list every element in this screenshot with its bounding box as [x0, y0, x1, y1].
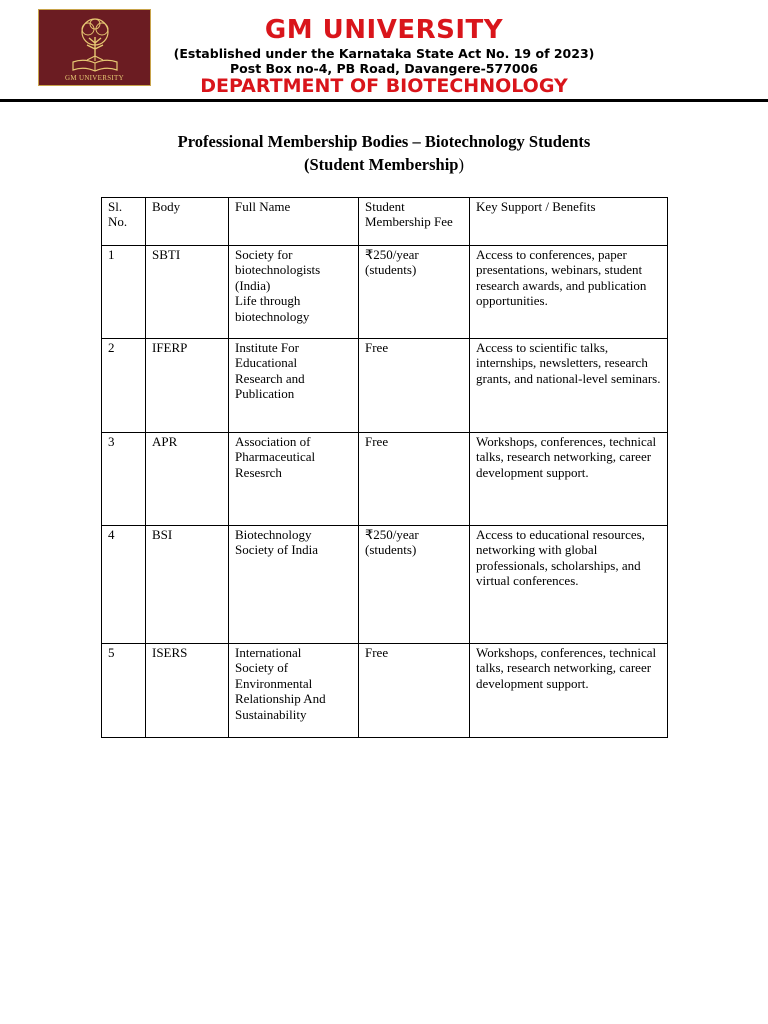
letterhead: [0, 0, 768, 102]
department-name: DEPARTMENT OF BIOTECHNOLOGY: [200, 75, 568, 97]
cell-fee: Free: [359, 339, 470, 433]
cell-fee: Free: [359, 644, 470, 738]
cell-fee: ₹250/year (students): [359, 526, 470, 644]
header-full-name: Full Name: [229, 198, 359, 246]
title-line-2-close: ): [458, 155, 464, 174]
cell-full-name: Society for biotechnologists (India) Life through biotechnology: [229, 246, 359, 339]
university-logo: [38, 9, 151, 86]
title-line-2-text: (Student Membership: [304, 155, 459, 174]
cell-benefits: Workshops, conferences, technical talks, research networking, career development support.: [470, 644, 668, 738]
table-row: [102, 433, 668, 526]
header-fee: Student Membership Fee: [359, 198, 470, 246]
logo-caption: GM UNIVERSITY: [65, 74, 124, 82]
cell-sl: 3: [102, 433, 146, 526]
cell-full-name: Biotechnology Society of India: [229, 526, 359, 644]
membership-table: [101, 197, 668, 738]
cell-body: ISERS: [146, 644, 229, 738]
cell-sl: 2: [102, 339, 146, 433]
cell-sl: 4: [102, 526, 146, 644]
cell-benefits: Access to conferences, paper presentations, webinars, student research awards, and publication opportunities.: [470, 246, 668, 339]
cell-full-name: Institute For Educational Research and Publication: [229, 339, 359, 433]
cell-sl: 1: [102, 246, 146, 339]
cell-benefits: Access to scientific talks, internships, newsletters, research grants, and national-level seminars.: [470, 339, 668, 433]
postal-address: Post Box no-4, PB Road, Davangere-577006: [230, 61, 538, 76]
document-title: [0, 130, 768, 176]
header-sl-no: Sl. No.: [102, 198, 146, 246]
cell-fee: ₹250/year (students): [359, 246, 470, 339]
cell-full-name: International Society of Environmental Relationship And Sustainability: [229, 644, 359, 738]
cell-sl: 5: [102, 644, 146, 738]
table-row: [102, 246, 668, 339]
table-row: [102, 526, 668, 644]
establishment-note: (Established under the Karnataka State Act No. 19 of 2023): [173, 46, 595, 61]
cell-body: SBTI: [146, 246, 229, 339]
cell-body: APR: [146, 433, 229, 526]
cell-full-name: Association of Pharmaceutical Resesrch: [229, 433, 359, 526]
table-row: [102, 339, 668, 433]
cell-benefits: Access to educational resources, networking with global professionals, scholarships, and virtual conferences.: [470, 526, 668, 644]
header-divider: [0, 99, 768, 102]
cell-body: IFERP: [146, 339, 229, 433]
header-benefits: Key Support / Benefits: [470, 198, 668, 246]
cell-benefits: Workshops, conferences, technical talks, research networking, career development support.: [470, 433, 668, 526]
cell-body: BSI: [146, 526, 229, 644]
table-row: [102, 644, 668, 738]
title-line-2: [0, 153, 768, 176]
header-body: Body: [146, 198, 229, 246]
cell-fee: Free: [359, 433, 470, 526]
university-name: GM UNIVERSITY: [264, 15, 504, 45]
title-line-1: Professional Membership Bodies – Biotechnology Students: [177, 132, 591, 151]
table-header-row: [102, 198, 668, 246]
